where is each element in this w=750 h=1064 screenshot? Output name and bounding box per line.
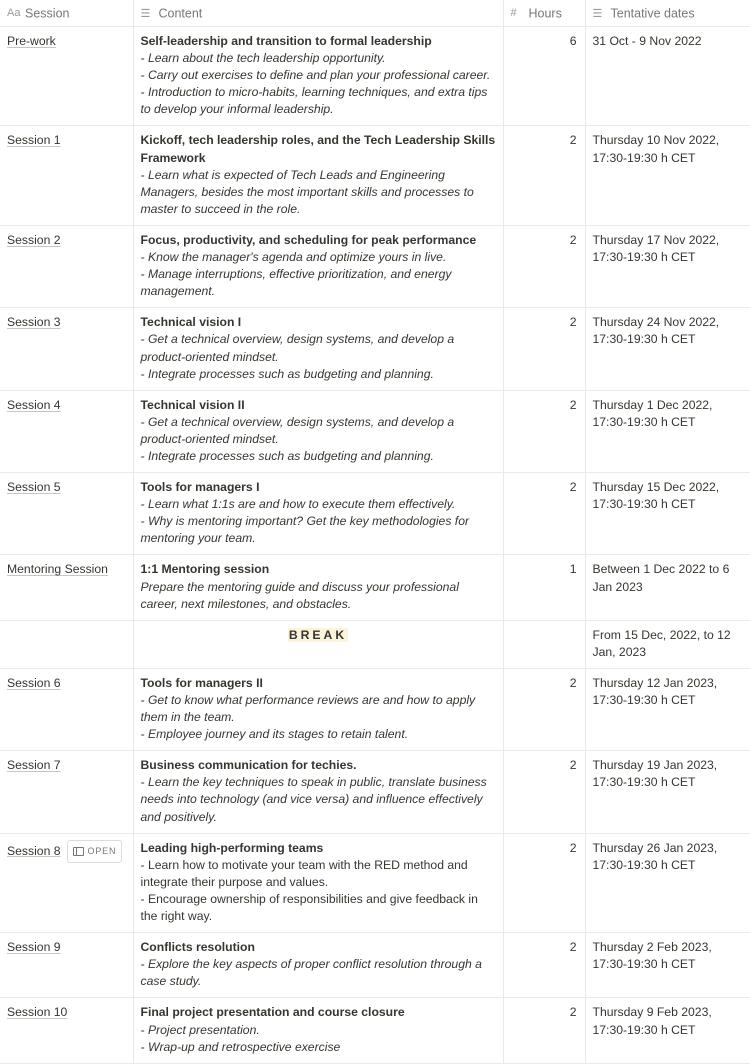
- dates-value: Thursday 17 Nov 2022, 17:30-19:30 h CET: [592, 232, 720, 265]
- content-cell[interactable]: [133, 751, 503, 833]
- hours-cell[interactable]: [503, 308, 585, 390]
- session-cell[interactable]: [0, 27, 133, 126]
- dates-cell[interactable]: [585, 620, 750, 668]
- session-name[interactable]: Pre-work: [7, 34, 56, 48]
- dates-value: Thursday 10 Nov 2022, 17:30-19:30 h CET: [592, 133, 720, 165]
- table-row: [0, 933, 750, 998]
- table-row: [0, 751, 750, 833]
- open-page-icon: [73, 847, 84, 856]
- session-name[interactable]: Session 8: [7, 843, 61, 858]
- session-description-line: - Learn what is expected of Tech Leads and Engineering Managers, besides the most important skills and processes to master to succeed in the role.: [140, 167, 474, 216]
- session-description-line: - Project presentation.: [140, 1022, 260, 1037]
- session-title: Tools for managers II: [140, 675, 263, 690]
- session-cell[interactable]: [0, 126, 133, 225]
- table-row: [0, 473, 750, 555]
- break-text: BREAK: [288, 627, 348, 642]
- content-cell[interactable]: [133, 390, 503, 472]
- table-row: [0, 126, 750, 225]
- hours-value: 2: [569, 758, 577, 773]
- hours-value: 2: [569, 940, 577, 955]
- hours-cell[interactable]: [503, 998, 585, 1063]
- session-title: 1:1 Mentoring session: [140, 562, 270, 577]
- hours-cell[interactable]: [503, 390, 585, 472]
- session-cell[interactable]: [0, 668, 133, 750]
- content-cell[interactable]: [133, 555, 503, 620]
- session-title: Focus, productivity, and scheduling for peak performance: [140, 232, 477, 247]
- dates-cell[interactable]: [585, 751, 750, 833]
- session-description-line: - Learn what 1:1s are and how to execute them effectively.: [140, 497, 456, 512]
- session-title: Technical vision II: [140, 397, 245, 412]
- session-description-line: - Carry out exercises to define and plan your professional career.: [140, 68, 491, 83]
- session-title: Business communication for techies.: [140, 758, 357, 773]
- session-description-line: - Integrate processes such as budgeting and planning.: [140, 366, 434, 381]
- dates-cell[interactable]: [585, 555, 750, 620]
- dates-cell[interactable]: [585, 668, 750, 750]
- session-description-line: - Introduction to micro-habits, learning techniques, and extra tips to develop your informal leadership.: [140, 85, 488, 117]
- hours-cell[interactable]: [503, 555, 585, 620]
- lines-icon: ☰: [140, 7, 151, 20]
- content-cell[interactable]: [133, 225, 503, 307]
- session-description-line: - Learn the key techniques to speak in public, translate business needs into technology (and vice versa) and influence effectively and positively.: [140, 775, 487, 824]
- hours-value: 2: [569, 315, 577, 330]
- content-cell[interactable]: [133, 998, 503, 1063]
- session-title: Final project presentation and course closure: [140, 1005, 405, 1020]
- session-title: Tools for managers I: [140, 480, 260, 495]
- session-description-line: - Why is mentoring important? Get the key methodologies for mentoring your team.: [140, 514, 470, 546]
- dates-value: Thursday 15 Dec 2022, 17:30-19:30 h CET: [592, 480, 720, 512]
- content-cell[interactable]: [133, 126, 503, 225]
- dates-cell[interactable]: [585, 27, 750, 126]
- column-header-dates[interactable]: ☰ Tentative dates: [585, 0, 750, 27]
- session-title: Technical vision I: [140, 315, 242, 330]
- session-cell[interactable]: [0, 225, 133, 307]
- dates-cell[interactable]: [585, 933, 750, 998]
- session-description-line: - Get a technical overview, design systems, and develop a product-oriented mindset.: [140, 414, 455, 446]
- dates-value: Thursday 1 Dec 2022, 17:30-19:30 h CET: [592, 397, 713, 429]
- dates-value: Thursday 26 Jan 2023, 17:30-19:30 h CET: [592, 840, 718, 872]
- session-name[interactable]: Mentoring Session: [7, 562, 108, 577]
- hours-value: 2: [569, 232, 577, 247]
- table-row: [0, 390, 750, 472]
- hours-cell[interactable]: [503, 751, 585, 833]
- dates-value: Thursday 9 Feb 2023, 17:30-19:30 h CET: [592, 1005, 712, 1037]
- dates-cell[interactable]: [585, 473, 750, 555]
- content-cell[interactable]: [133, 27, 503, 126]
- hours-value: 2: [569, 480, 577, 495]
- session-name[interactable]: Session 5: [7, 480, 61, 495]
- break-label: [141, 627, 496, 644]
- dates-cell[interactable]: [585, 126, 750, 225]
- dates-value: Thursday 19 Jan 2023, 17:30-19:30 h CET: [592, 758, 718, 790]
- session-description-line: - Wrap-up and retrospective exercise: [140, 1039, 341, 1054]
- hours-value: 2: [569, 840, 577, 855]
- hours-cell[interactable]: [503, 668, 585, 750]
- header-row: [0, 0, 750, 27]
- dates-cell[interactable]: [585, 308, 750, 390]
- session-cell[interactable]: [0, 390, 133, 472]
- session-cell[interactable]: [0, 833, 133, 932]
- dates-cell[interactable]: [585, 833, 750, 932]
- lines-icon: ☰: [592, 7, 603, 20]
- session-name[interactable]: Session 10: [7, 1005, 68, 1020]
- dates-value: Thursday 12 Jan 2023, 17:30-19:30 h CET: [592, 675, 718, 707]
- session-name[interactable]: Session 2: [7, 232, 61, 247]
- table-row: [0, 833, 750, 932]
- session-cell[interactable]: [0, 473, 133, 555]
- table-row: [0, 620, 750, 668]
- hours-cell[interactable]: [503, 225, 585, 307]
- session-description-line: - Encourage ownership of responsibilities and give feedback in the right way.: [140, 891, 478, 924]
- session-description-line: - Learn how to motivate your team with the RED method and integrate their purpose and values.: [140, 857, 468, 889]
- dates-cell[interactable]: [585, 390, 750, 472]
- session-description-line: - Know the manager's agenda and optimize yours in live.: [140, 250, 447, 265]
- text-property-icon: Aa: [7, 7, 21, 20]
- session-title: Self-leadership and transition to formal leadership: [140, 34, 432, 48]
- column-header-hours[interactable]: # Hours: [503, 0, 585, 27]
- content-cell[interactable]: [133, 668, 503, 750]
- content-cell[interactable]: [133, 833, 503, 932]
- table-row: [0, 555, 750, 620]
- session-cell[interactable]: [0, 998, 133, 1063]
- dates-value: Between 1 Dec 2022 to 6 Jan 2023: [592, 562, 730, 594]
- dates-cell[interactable]: [585, 225, 750, 307]
- session-title: Conflicts resolution: [140, 940, 255, 955]
- session-description-line: - Employee journey and its stages to retain talent.: [140, 727, 409, 742]
- session-description-line: - Get to know what performance reviews are and how to apply them in the team.: [140, 693, 476, 725]
- open-label: OPEN: [87, 845, 117, 856]
- session-title: Leading high-performing teams: [140, 840, 324, 855]
- dates-value: 31 Oct - 9 Nov 2022: [592, 34, 702, 48]
- session-description-line: Prepare the mentoring guide and discuss your professional career, next milestones, and obstacles.: [140, 579, 459, 611]
- session-cell[interactable]: [0, 555, 133, 620]
- session-description-line: - Learn about the tech leadership opportunity.: [140, 51, 386, 66]
- dates-value: Thursday 2 Feb 2023, 17:30-19:30 h CET: [592, 940, 712, 972]
- hours-cell[interactable]: [503, 933, 585, 998]
- hours-value: 2: [569, 133, 577, 148]
- session-description-line: - Manage interruptions, effective prioritization, and energy management.: [140, 267, 452, 299]
- session-name[interactable]: Session 9: [7, 940, 61, 955]
- session-description-line: - Get a technical overview, design systems, and develop a product-oriented mindset.: [140, 332, 455, 364]
- hours-value: 2: [569, 1005, 577, 1020]
- column-header-session[interactable]: Aa Session: [0, 0, 133, 27]
- content-cell[interactable]: [133, 933, 503, 998]
- session-title: Kickoff, tech leadership roles, and the Tech Leadership Skills Framework: [140, 133, 496, 165]
- hours-cell[interactable]: [503, 126, 585, 225]
- session-cell[interactable]: [0, 308, 133, 390]
- table-row: [0, 308, 750, 390]
- session-cell[interactable]: [0, 751, 133, 833]
- hours-value: 2: [569, 397, 577, 412]
- hours-cell[interactable]: [503, 620, 585, 668]
- content-cell[interactable]: [133, 308, 503, 390]
- number-icon: #: [510, 7, 517, 20]
- hours-cell[interactable]: [503, 833, 585, 932]
- hours-value: 6: [569, 34, 577, 48]
- table-row: [0, 998, 750, 1063]
- content-cell[interactable]: [133, 473, 503, 555]
- session-name[interactable]: Session 1: [7, 133, 61, 148]
- table-row: [0, 225, 750, 307]
- table-row: [0, 27, 750, 126]
- session-cell[interactable]: [0, 933, 133, 998]
- session-name[interactable]: Session 3: [7, 315, 61, 330]
- session-cell[interactable]: [0, 620, 133, 668]
- dates-cell[interactable]: [585, 998, 750, 1063]
- dates-value: Thursday 24 Nov 2022, 17:30-19:30 h CET: [592, 315, 720, 347]
- column-header-content[interactable]: ☰ Content: [133, 0, 503, 27]
- table-row: [0, 668, 750, 750]
- open-page-button[interactable]: [67, 840, 123, 863]
- session-name[interactable]: Session 4: [7, 397, 61, 412]
- session-name[interactable]: Session 6: [7, 675, 61, 690]
- session-description-line: - Explore the key aspects of proper conflict resolution through a case study.: [140, 957, 482, 989]
- content-cell[interactable]: [133, 620, 503, 668]
- session-name[interactable]: Session 7: [7, 758, 61, 773]
- session-description-line: - Integrate processes such as budgeting and planning.: [140, 448, 434, 463]
- hours-cell[interactable]: [503, 27, 585, 126]
- hours-value: 2: [569, 675, 577, 690]
- hours-cell[interactable]: [503, 473, 585, 555]
- dates-value: From 15 Dec, 2022, to 12 Jan, 2023: [592, 627, 731, 659]
- hours-value: 1: [569, 562, 577, 577]
